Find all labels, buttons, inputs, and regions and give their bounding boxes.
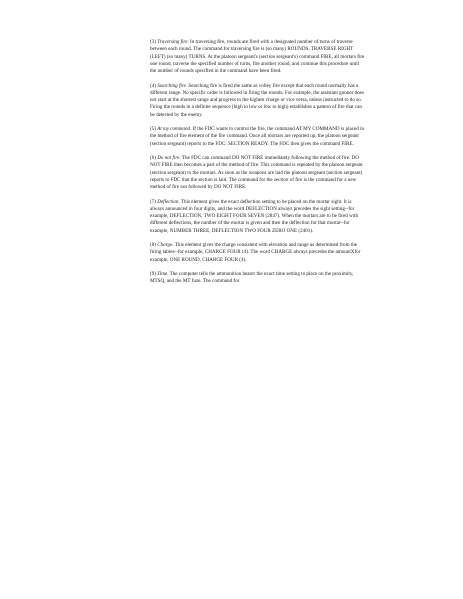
paragraph-body: If the FDC wants to control the fire, the command AT MY COMMAND is placed in the method of fire element of the fire command. Once all mortars are reported up, the platoon sergeant (section sergeant) reports to the FDC: SECTION READY. The FDC then gives the command FIRE.: [150, 126, 365, 147]
paragraph-number: (4): [150, 82, 156, 89]
paragraph-body: This element gives the charge consistent with elevation and range as determined from the firing tables--for example, CHARGE FOUR (4). The word CHARGE always precedes the amountXfor example, ONE ROUND, CHARGE FOUR (4).: [150, 242, 361, 263]
paragraph-body: Searching fire is fired the same as volley fire except that each round normally has a different range. No specific order is followed in firing the rounds. For example, the assistant gunner does not start at the shortest range and progress to the highest charge or vice versa, unless instructed to do so. Firing the rounds in a definite sequence (high to low or low to high) establishes a pattern of fire that can be detected by the enemy.: [150, 82, 364, 118]
paragraph-lead: Do not fire.: [157, 155, 181, 161]
paragraph-lead: At my command.: [157, 126, 192, 132]
paragraph-lead: Charge.: [157, 242, 174, 248]
paragraph-lead: Searching fire.: [157, 82, 188, 89]
paragraph-body: In traversing fire, rounds are fired with a designated number of turns of traverse between each round. The command for traversing fire is (so many) ROUNDS, TRAVERSE RIGHT (LEFT) (so many) TURNS. At the platoon sergeant's (section sergeant's) command FIRE, all mortars fire one round, traverse the specified number of turns, fire another round, and continue this procedure until the number of rounds specified in the command have been fired.: [150, 39, 365, 74]
paragraph-number: (5): [150, 126, 156, 132]
paragraph-number: (8): [150, 242, 156, 248]
paragraph-body: This element gives the exact deflection setting to be placed on the mortar sight. It is always announced in four digits, and the word DEFLECTION always precedes the sight setting--for example, DEFLECTION, TWO EIGHT FOUR SEVEN (2847). When the mortars are to be fired with different deflections, the number of the mortar is given and then the deflection for that mortar--for example, NUMBER THREE, DEFLECTION TWO FOUR ZERO ONE (2401).: [150, 198, 359, 234]
paragraph-number: (9): [150, 271, 156, 277]
text-column: [150, 39, 366, 293]
paragraph-traversing-fire: [150, 39, 366, 75]
paragraph-charge: [150, 242, 366, 264]
paragraph-searching-fire: [150, 83, 366, 119]
paragraph-number: (7): [150, 198, 156, 205]
paragraph-body: The computer tells the ammunition bearer the exact time setting to place on the proximity, MTSQ, and the MT fuze. The command for: [150, 271, 354, 285]
paragraph-lead: Time.: [157, 271, 169, 277]
paragraph-at-my-command: [150, 126, 366, 148]
paragraph-time: [150, 271, 366, 286]
paragraph-number: (3): [150, 39, 156, 45]
paragraph-deflection: [150, 199, 366, 235]
paragraph-body: The FDC can command DO NOT FIRE immediately following the method of fire. DO NOT FIRE then becomes a part of the method of fire. This command is repeated by the platoon sergeant (section sergeant) to the mortars. As soon as the weapons are laid the platoon sergeant (section sergeant) reports to FDC that the section is laid. The command for the section of fire is the command for a new method of fire not followed by DO NOT FIRE.: [150, 155, 363, 190]
paragraph-lead: Deflection.: [157, 198, 180, 205]
paragraph-lead: Traversing fire.: [157, 39, 189, 45]
paragraph-do-not-fire: [150, 155, 366, 191]
paragraph-number: (6): [150, 155, 156, 161]
